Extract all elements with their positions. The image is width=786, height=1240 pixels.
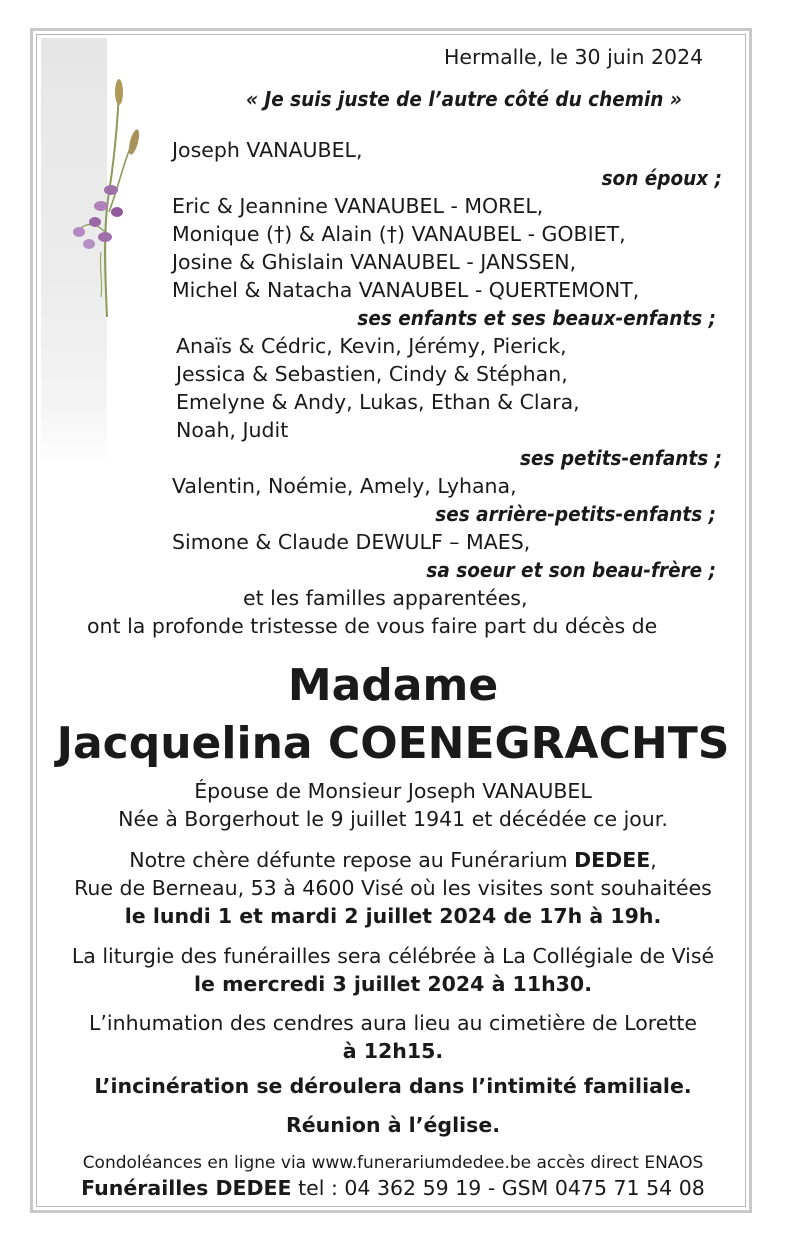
deceased-name: Jacquelina COENEGRACHTS bbox=[56, 718, 730, 769]
liturgy-line-1: La liturgie des funérailles sera célébrée à La Collégiale de Visé bbox=[71, 944, 715, 968]
visit-line-3: le lundi 1 et mardi 2 juillet 2024 de 17h à 19h. bbox=[124, 904, 662, 928]
grandchild-line: Noah, Judit bbox=[176, 418, 289, 442]
reunion-line: Réunion à l’église. bbox=[285, 1113, 501, 1137]
child-line: Michel & Natacha VANAUBEL - QUERTEMONT, bbox=[172, 278, 640, 302]
visit-punct: , bbox=[650, 848, 657, 872]
contact-phones: tel : 04 362 59 19 - GSM 0475 71 54 08 bbox=[291, 1176, 705, 1200]
funeral-home-name: DEDEE bbox=[574, 848, 651, 872]
grandchildren-role: ses petits-enfants ; bbox=[519, 446, 722, 470]
great-grandchildren: Valentin, Noémie, Amely, Lyhana, bbox=[172, 474, 517, 498]
spouse-line: Épouse de Monsieur Joseph VANAUBEL bbox=[194, 779, 592, 803]
contact-line bbox=[40, 1176, 746, 1200]
sibling-role: sa soeur et son beau-frère ; bbox=[426, 558, 716, 582]
children-role: ses enfants et ses beaux-enfants ; bbox=[357, 306, 716, 330]
relatives-line: et les familles apparentées, bbox=[243, 586, 528, 610]
liturgy-line-2: le mercredi 3 juillet 2024 à 11h30. bbox=[194, 972, 592, 996]
burial-line-1: L’inhumation des cendres aura lieu au cimetière de Lorette bbox=[88, 1011, 698, 1035]
place-date: Hermalle, le 30 juin 2024 bbox=[444, 45, 704, 69]
deceased-title: Madame bbox=[287, 660, 499, 711]
grandchild-line: Anaïs & Cédric, Kevin, Jérémy, Pierick, bbox=[176, 334, 567, 358]
spouse-role: son époux ; bbox=[601, 166, 722, 190]
announcement-line: ont la profonde tristesse de vous faire part du décès de bbox=[87, 614, 658, 638]
great-grandchildren-role: ses arrière-petits-enfants ; bbox=[435, 502, 716, 526]
quote: « Je suis juste de l’autre côté du chemin » bbox=[246, 87, 682, 111]
cremation-line: L’incinération se déroulera dans l’intimité familiale. bbox=[94, 1074, 692, 1098]
child-line: Josine & Ghislain VANAUBEL - JANSSEN, bbox=[172, 250, 577, 274]
visit-line-1 bbox=[40, 848, 746, 872]
condolences-line: Condoléances en ligne via www.funerariumdedee.be accès direct ENAOS bbox=[82, 1153, 704, 1173]
spouse-name: Joseph VANAUBEL, bbox=[172, 138, 363, 162]
birth-death-line: Née à Borgerhout le 9 juillet 1941 et décédée ce jour. bbox=[118, 807, 668, 831]
grandchild-line: Emelyne & Andy, Lukas, Ethan & Clara, bbox=[176, 390, 580, 414]
child-line: Eric & Jeannine VANAUBEL - MOREL, bbox=[172, 194, 544, 218]
child-line: Monique (†) & Alain (†) VANAUBEL - GOBIET, bbox=[172, 222, 626, 246]
grandchild-line: Jessica & Sebastien, Cindy & Stéphan, bbox=[176, 362, 568, 386]
flower-illustration bbox=[65, 72, 155, 322]
sibling-line: Simone & Claude DEWULF – MAES, bbox=[172, 530, 531, 554]
visit-line-2: Rue de Berneau, 53 à 4600 Visé où les visites sont souhaitées bbox=[74, 876, 712, 900]
contact-name: Funérailles DEDEE bbox=[81, 1176, 292, 1200]
visit-text: Notre chère défunte repose au Funérarium bbox=[129, 848, 575, 872]
burial-line-2: à 12h15. bbox=[342, 1039, 444, 1063]
